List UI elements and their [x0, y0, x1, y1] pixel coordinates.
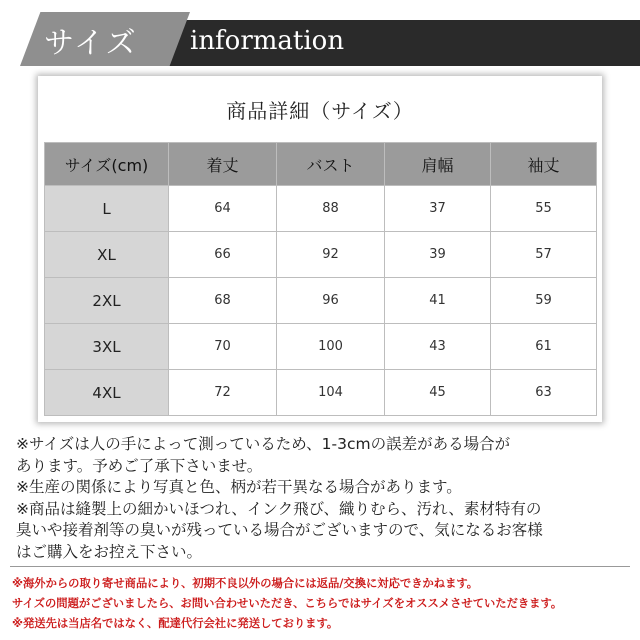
- bust-cell: 88: [277, 186, 385, 232]
- shoulder-cell: 39: [385, 232, 491, 278]
- size-table: [44, 142, 597, 416]
- sleeve-cell: 63: [491, 370, 597, 416]
- note-line: はご購入をお控え下さい。: [16, 542, 203, 561]
- size-cell: 4XL: [45, 370, 169, 416]
- header-banner: [0, 12, 640, 66]
- size-table-card: [38, 76, 602, 422]
- bust-cell: 96: [277, 278, 385, 324]
- length-cell: 64: [169, 186, 277, 232]
- table-row: [45, 370, 597, 416]
- table-row: [45, 324, 597, 370]
- warning-block: [12, 574, 632, 634]
- warning-line: ※発送先は当店名ではなく、配達代行会社に発送しております。: [12, 617, 339, 630]
- table-row: [45, 186, 597, 232]
- column-header-shoulder: 肩幅: [385, 143, 491, 186]
- bust-cell: 100: [277, 324, 385, 370]
- column-header-bust: バスト: [277, 143, 385, 186]
- warning-line: サイズの問題がございましたら、お問い合わせいただき、こちらではサイズをオススメさせていただきます。: [12, 597, 563, 610]
- note-line: あります。予めご了承下さいませ。: [16, 456, 263, 475]
- sleeve-cell: 59: [491, 278, 597, 324]
- divider: [10, 566, 630, 567]
- size-cell: 3XL: [45, 324, 169, 370]
- size-cell: L: [45, 186, 169, 232]
- note-line: ※生産の関係により写真と色、柄が若干異なる場合があります。: [16, 478, 462, 496]
- column-header-size: サイズ(cm): [45, 143, 169, 186]
- bust-cell: 92: [277, 232, 385, 278]
- notes-block: [16, 434, 630, 563]
- shoulder-cell: 43: [385, 324, 491, 370]
- bust-cell: 104: [277, 370, 385, 416]
- note-line: ※商品は縫製上の細かいほつれ、インク飛び、織りむら、汚れ、素材特有の: [16, 499, 542, 518]
- column-header-length: 着丈: [169, 143, 277, 186]
- length-cell: 66: [169, 232, 277, 278]
- sleeve-cell: 57: [491, 232, 597, 278]
- table-header-row: [45, 143, 597, 186]
- length-cell: 70: [169, 324, 277, 370]
- length-cell: 72: [169, 370, 277, 416]
- table-row: [45, 278, 597, 324]
- note-line: ※サイズは人の手によって測っているため、1-3cmの誤差がある場合が: [16, 435, 511, 453]
- sleeve-cell: 55: [491, 186, 597, 232]
- warning-line: ※海外からの取り寄せ商品により、初期不良以外の場合には返品/交換に対応できかねます。: [12, 577, 479, 590]
- size-cell: XL: [45, 232, 169, 278]
- shoulder-cell: 41: [385, 278, 491, 324]
- table-row: [45, 232, 597, 278]
- length-cell: 68: [169, 278, 277, 324]
- sleeve-cell: 61: [491, 324, 597, 370]
- banner-tab-label: サイズ: [44, 26, 138, 61]
- table-title: 商品詳細（サイズ）: [226, 98, 414, 123]
- shoulder-cell: 37: [385, 186, 491, 232]
- shoulder-cell: 45: [385, 370, 491, 416]
- note-line: 臭いや接着剤等の臭いが残っている場合がございますので、気になるお客様: [16, 521, 543, 539]
- size-cell: 2XL: [45, 278, 169, 324]
- banner-title: information: [190, 26, 345, 56]
- column-header-sleeve: 袖丈: [491, 143, 597, 186]
